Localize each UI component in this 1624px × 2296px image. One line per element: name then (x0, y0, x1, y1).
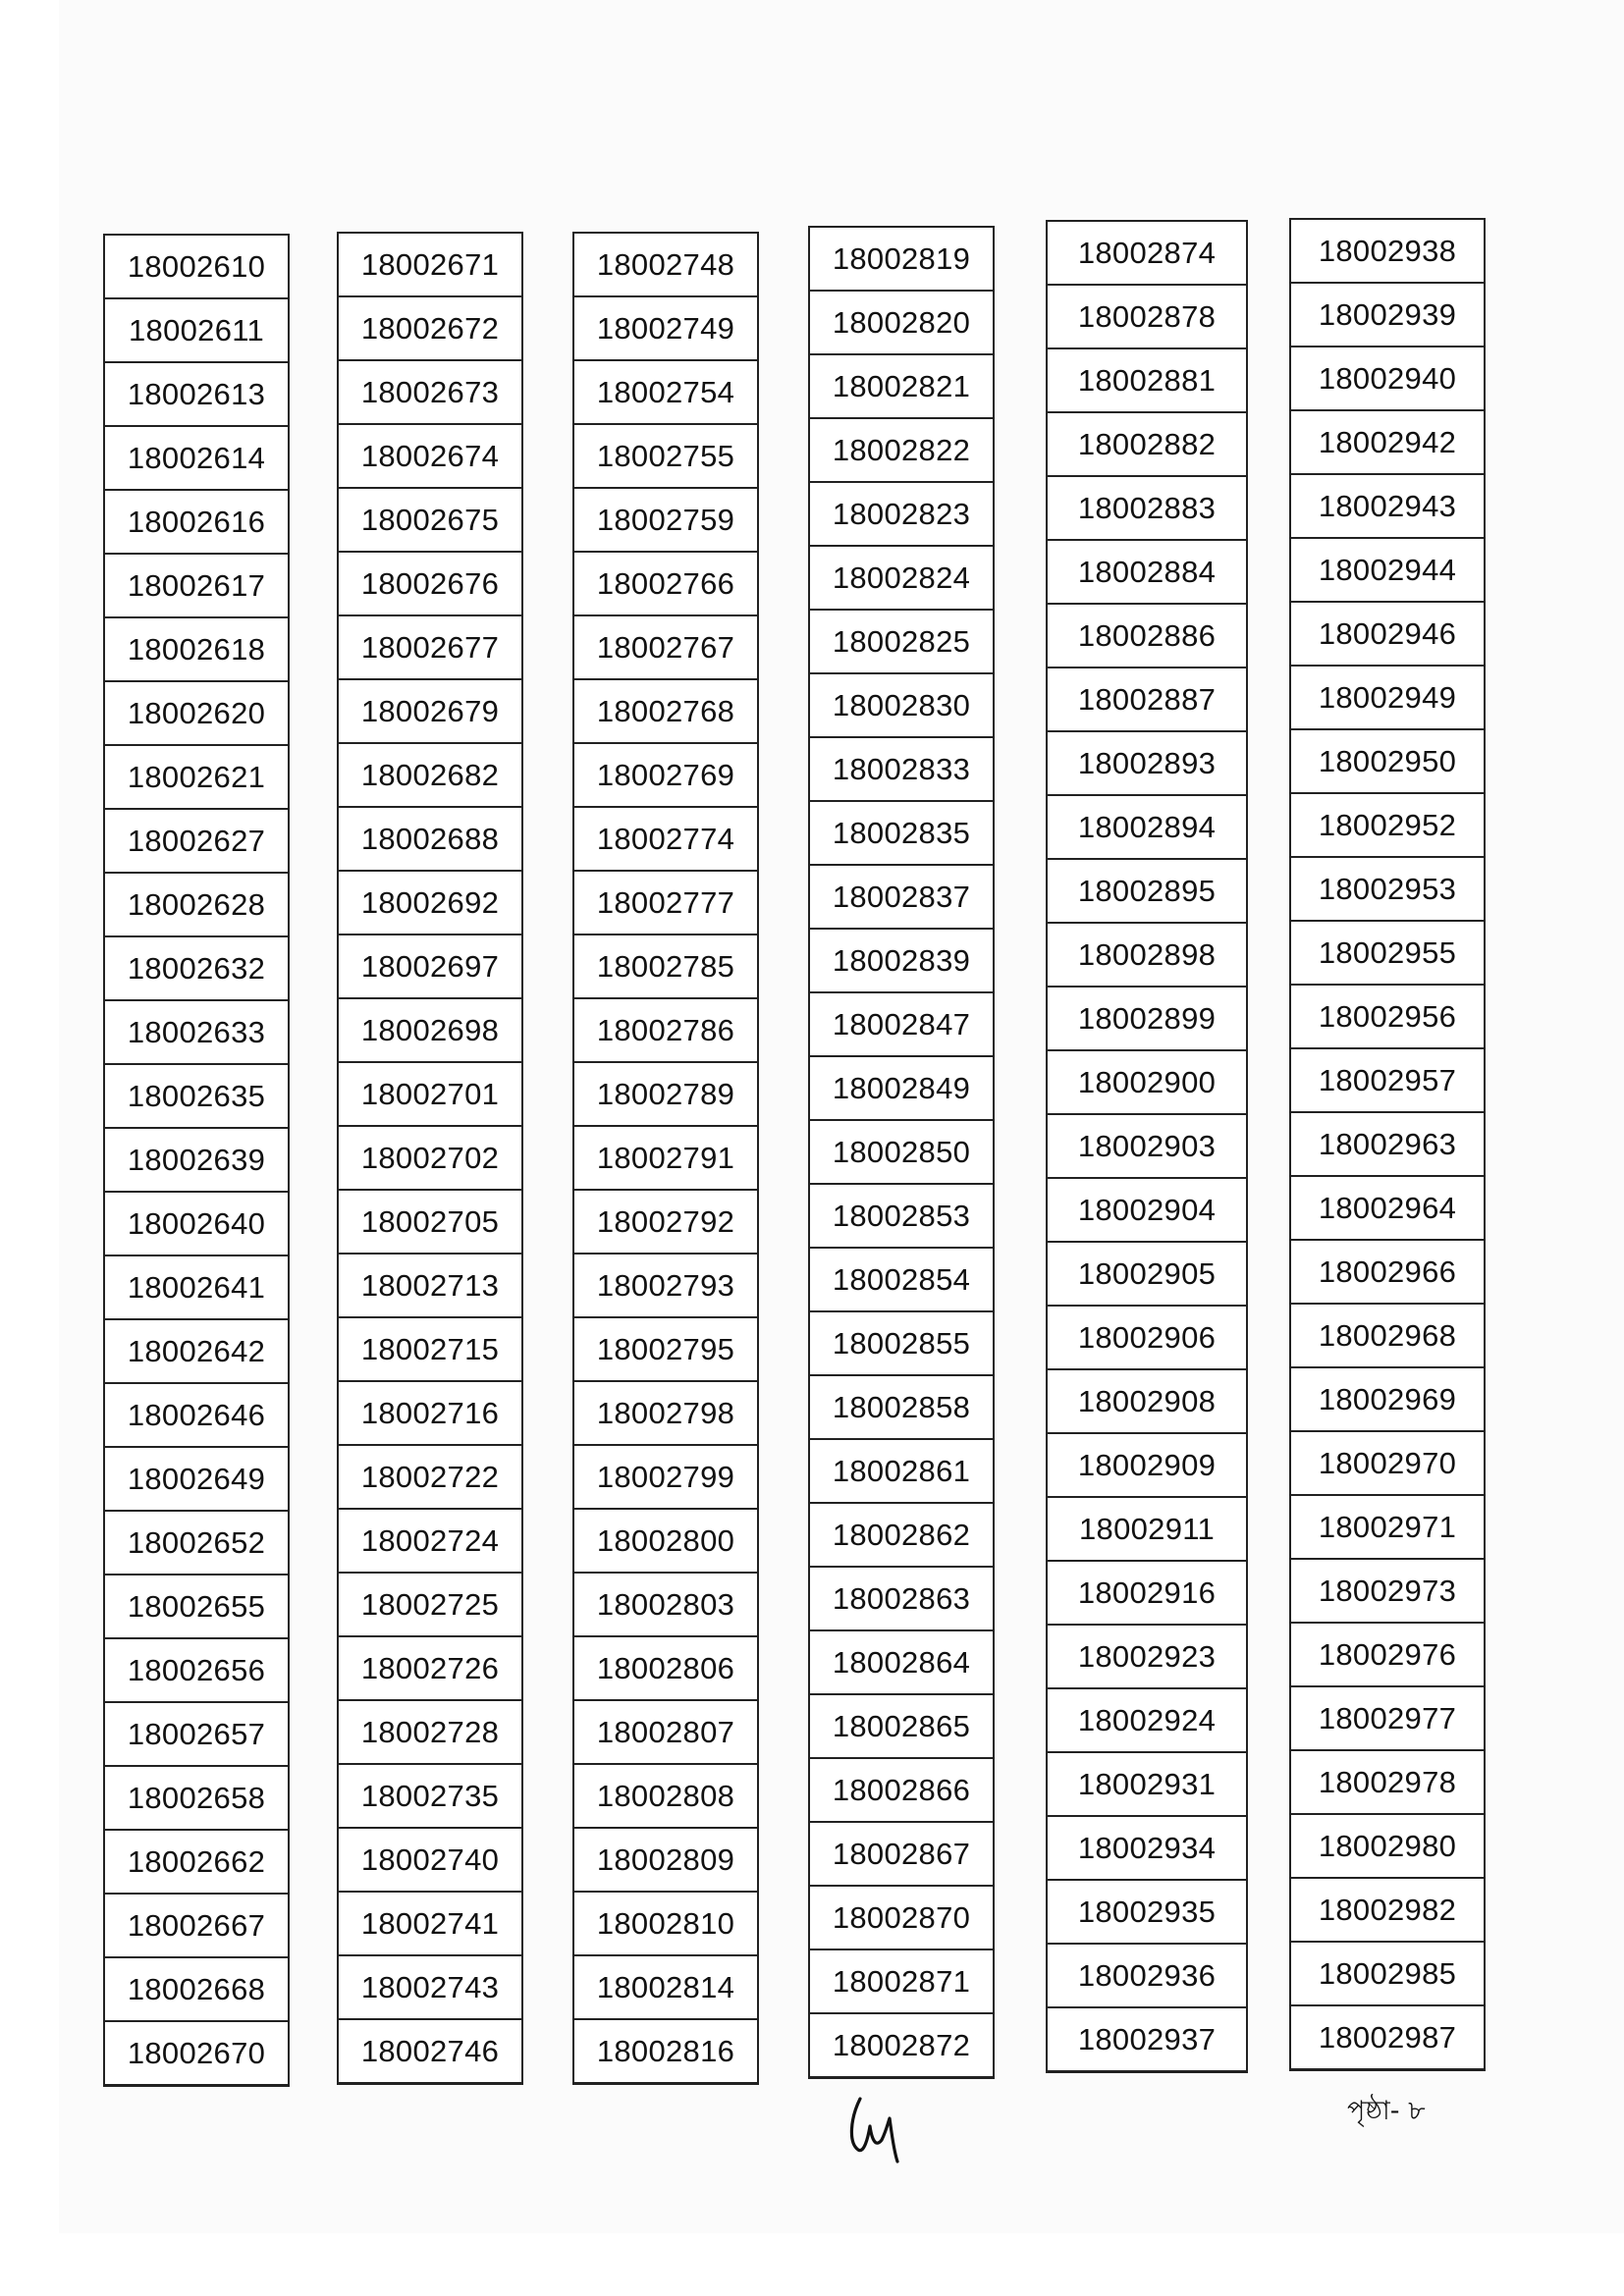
roll-number-cell: 18002785 (574, 935, 757, 999)
roll-number-cell: 18002916 (1048, 1562, 1246, 1626)
roll-number-cell: 18002938 (1291, 220, 1484, 284)
roll-number-cell: 18002971 (1291, 1496, 1484, 1560)
roll-number-cell: 18002866 (810, 1759, 993, 1823)
roll-number-cell: 18002820 (810, 292, 993, 355)
roll-number-cell: 18002658 (105, 1767, 288, 1831)
roll-number-cell: 18002895 (1048, 860, 1246, 924)
roll-number-cell: 18002955 (1291, 922, 1484, 986)
roll-number-cell: 18002985 (1291, 1943, 1484, 2006)
roll-number-cell: 18002676 (339, 553, 521, 616)
roll-number-cell: 18002905 (1048, 1243, 1246, 1307)
roll-number-cell: 18002618 (105, 618, 288, 682)
page-number: পৃষ্ঠা- ৮ (1347, 2096, 1426, 2126)
roll-number-cell: 18002884 (1048, 541, 1246, 605)
roll-number-cell: 18002973 (1291, 1560, 1484, 1624)
roll-number-cell: 18002864 (810, 1631, 993, 1695)
roll-number-cell: 18002830 (810, 674, 993, 738)
roll-number-cell: 18002656 (105, 1639, 288, 1703)
roll-number-cell: 18002657 (105, 1703, 288, 1767)
roll-number-cell: 18002862 (810, 1504, 993, 1568)
roll-number-cell: 18002716 (339, 1382, 521, 1446)
roll-number-cell: 18002786 (574, 999, 757, 1063)
roll-column-1 (103, 234, 290, 2087)
roll-number-cell: 18002688 (339, 808, 521, 872)
roll-number-cell: 18002735 (339, 1765, 521, 1829)
roll-number-cell: 18002740 (339, 1829, 521, 1893)
roll-number-cell: 18002900 (1048, 1051, 1246, 1115)
roll-number-cell: 18002789 (574, 1063, 757, 1127)
roll-number-cell: 18002611 (105, 299, 288, 363)
roll-number-cell: 18002850 (810, 1121, 993, 1185)
roll-number-cell: 18002923 (1048, 1626, 1246, 1689)
roll-number-cell: 18002822 (810, 419, 993, 483)
roll-number-cell: 18002943 (1291, 475, 1484, 539)
roll-number-cell: 18002715 (339, 1318, 521, 1382)
roll-number-cell: 18002713 (339, 1255, 521, 1318)
roll-number-cell: 18002668 (105, 1958, 288, 2022)
roll-number-cell: 18002724 (339, 1510, 521, 1574)
roll-number-cell: 18002766 (574, 553, 757, 616)
roll-number-cell: 18002969 (1291, 1368, 1484, 1432)
roll-number-cell: 18002835 (810, 802, 993, 866)
roll-number-cell: 18002909 (1048, 1434, 1246, 1498)
roll-number-cell: 18002853 (810, 1185, 993, 1249)
roll-number-cell: 18002674 (339, 425, 521, 489)
roll-number-cell: 18002899 (1048, 988, 1246, 1051)
roll-number-cell: 18002743 (339, 1956, 521, 2020)
roll-number-cell: 18002726 (339, 1637, 521, 1701)
roll-number-cell: 18002722 (339, 1446, 521, 1510)
roll-number-cell: 18002825 (810, 611, 993, 674)
roll-number-cell: 18002616 (105, 491, 288, 555)
roll-number-cell: 18002956 (1291, 986, 1484, 1049)
roll-number-cell: 18002964 (1291, 1177, 1484, 1241)
roll-number-cell: 18002908 (1048, 1370, 1246, 1434)
roll-number-cell: 18002768 (574, 680, 757, 744)
roll-number-cell: 18002935 (1048, 1881, 1246, 1945)
roll-number-cell: 18002957 (1291, 1049, 1484, 1113)
roll-number-cell: 18002849 (810, 1057, 993, 1121)
roll-number-cell: 18002911 (1048, 1498, 1246, 1562)
roll-column-4 (808, 226, 995, 2079)
roll-number-cell: 18002903 (1048, 1115, 1246, 1179)
roll-number-cell: 18002946 (1291, 603, 1484, 667)
roll-number-cell: 18002936 (1048, 1945, 1246, 2008)
roll-number-cell: 18002816 (574, 2020, 757, 2084)
roll-number-cell: 18002769 (574, 744, 757, 808)
roll-number-cell: 18002976 (1291, 1624, 1484, 1687)
roll-number-cell: 18002702 (339, 1127, 521, 1191)
roll-number-cell: 18002977 (1291, 1687, 1484, 1751)
roll-number-cell: 18002814 (574, 1956, 757, 2020)
roll-number-cell: 18002698 (339, 999, 521, 1063)
roll-number-cell: 18002767 (574, 616, 757, 680)
roll-number-cell: 18002872 (810, 2014, 993, 2078)
roll-number-cell: 18002748 (574, 234, 757, 297)
roll-number-cell: 18002754 (574, 361, 757, 425)
roll-number-cell: 18002823 (810, 483, 993, 547)
roll-number-cell: 18002649 (105, 1448, 288, 1512)
roll-column-6 (1289, 218, 1486, 2071)
roll-number-cell: 18002791 (574, 1127, 757, 1191)
roll-number-cell: 18002741 (339, 1893, 521, 1956)
roll-number-cell: 18002617 (105, 555, 288, 618)
roll-number-cell: 18002621 (105, 746, 288, 810)
roll-number-cell: 18002614 (105, 427, 288, 491)
roll-number-cell: 18002800 (574, 1510, 757, 1574)
roll-number-cell: 18002939 (1291, 284, 1484, 347)
roll-number-cell: 18002887 (1048, 668, 1246, 732)
roll-number-cell: 18002949 (1291, 667, 1484, 730)
roll-number-cell: 18002942 (1291, 411, 1484, 475)
roll-number-cell: 18002968 (1291, 1305, 1484, 1368)
roll-number-cell: 18002795 (574, 1318, 757, 1382)
roll-number-cell: 18002672 (339, 297, 521, 361)
roll-number-cell: 18002793 (574, 1255, 757, 1318)
roll-number-cell: 18002871 (810, 1950, 993, 2014)
roll-number-cell: 18002824 (810, 547, 993, 611)
roll-number-cell: 18002632 (105, 937, 288, 1001)
roll-number-cell: 18002987 (1291, 2006, 1484, 2070)
roll-number-cell: 18002633 (105, 1001, 288, 1065)
roll-number-cell: 18002798 (574, 1382, 757, 1446)
roll-number-cell: 18002679 (339, 680, 521, 744)
roll-number-cell: 18002950 (1291, 730, 1484, 794)
roll-number-cell: 18002861 (810, 1440, 993, 1504)
roll-number-cell: 18002952 (1291, 794, 1484, 858)
roll-number-cell: 18002934 (1048, 1817, 1246, 1881)
roll-number-cell: 18002904 (1048, 1179, 1246, 1243)
roll-number-cell: 18002627 (105, 810, 288, 874)
roll-column-2 (337, 232, 523, 2085)
signature-initials (842, 2089, 911, 2167)
roll-number-cell: 18002982 (1291, 1879, 1484, 1943)
roll-number-cell: 18002675 (339, 489, 521, 553)
roll-number-cell: 18002806 (574, 1637, 757, 1701)
roll-number-cell: 18002867 (810, 1823, 993, 1887)
roll-number-cell: 18002924 (1048, 1689, 1246, 1753)
roll-number-cell: 18002774 (574, 808, 757, 872)
roll-number-cell: 18002677 (339, 616, 521, 680)
roll-number-cell: 18002847 (810, 993, 993, 1057)
roll-number-cell: 18002893 (1048, 732, 1246, 796)
roll-number-cell: 18002886 (1048, 605, 1246, 668)
roll-number-cell: 18002865 (810, 1695, 993, 1759)
roll-number-cell: 18002808 (574, 1765, 757, 1829)
roll-number-cell: 18002671 (339, 234, 521, 297)
roll-number-cell: 18002642 (105, 1320, 288, 1384)
roll-number-cell: 18002697 (339, 935, 521, 999)
roll-number-cell: 18002749 (574, 297, 757, 361)
roll-number-cell: 18002809 (574, 1829, 757, 1893)
roll-number-cell: 18002963 (1291, 1113, 1484, 1177)
roll-number-cell: 18002819 (810, 228, 993, 292)
roll-number-cell: 18002898 (1048, 924, 1246, 988)
roll-number-cell: 18002944 (1291, 539, 1484, 603)
roll-number-cell: 18002931 (1048, 1753, 1246, 1817)
roll-number-cell: 18002746 (339, 2020, 521, 2084)
roll-number-cell: 18002640 (105, 1193, 288, 1256)
roll-number-cell: 18002937 (1048, 2008, 1246, 2072)
roll-number-cell: 18002652 (105, 1512, 288, 1575)
roll-number-cell: 18002673 (339, 361, 521, 425)
roll-number-cell: 18002863 (810, 1568, 993, 1631)
roll-number-cell: 18002792 (574, 1191, 757, 1255)
roll-number-cell: 18002799 (574, 1446, 757, 1510)
roll-number-cell: 18002894 (1048, 796, 1246, 860)
roll-number-cell: 18002854 (810, 1249, 993, 1312)
roll-column-5 (1046, 220, 1248, 2073)
roll-number-cell: 18002692 (339, 872, 521, 935)
roll-number-cell: 18002855 (810, 1312, 993, 1376)
roll-number-cell: 18002610 (105, 236, 288, 299)
roll-number-cell: 18002613 (105, 363, 288, 427)
roll-number-cell: 18002777 (574, 872, 757, 935)
roll-number-cell: 18002839 (810, 930, 993, 993)
roll-number-cell: 18002635 (105, 1065, 288, 1129)
roll-number-cell: 18002980 (1291, 1815, 1484, 1879)
roll-number-cell: 18002858 (810, 1376, 993, 1440)
roll-number-cell: 18002662 (105, 1831, 288, 1895)
roll-number-cell: 18002641 (105, 1256, 288, 1320)
roll-number-cell: 18002803 (574, 1574, 757, 1637)
roll-number-cell: 18002655 (105, 1575, 288, 1639)
roll-number-cell: 18002667 (105, 1895, 288, 1958)
roll-number-cell: 18002906 (1048, 1307, 1246, 1370)
roll-number-cell: 18002878 (1048, 286, 1246, 349)
roll-number-cell: 18002646 (105, 1384, 288, 1448)
roll-number-cell: 18002759 (574, 489, 757, 553)
roll-number-cell: 18002837 (810, 866, 993, 930)
roll-number-cell: 18002810 (574, 1893, 757, 1956)
roll-number-cell: 18002870 (810, 1887, 993, 1950)
roll-number-cell: 18002833 (810, 738, 993, 802)
roll-number-cell: 18002882 (1048, 413, 1246, 477)
roll-number-cell: 18002725 (339, 1574, 521, 1637)
roll-number-cell: 18002682 (339, 744, 521, 808)
roll-number-cell: 18002883 (1048, 477, 1246, 541)
roll-number-cell: 18002874 (1048, 222, 1246, 286)
roll-number-cell: 18002701 (339, 1063, 521, 1127)
roll-number-cell: 18002978 (1291, 1751, 1484, 1815)
roll-number-cell: 18002620 (105, 682, 288, 746)
roll-number-cell: 18002953 (1291, 858, 1484, 922)
roll-number-cell: 18002639 (105, 1129, 288, 1193)
roll-number-cell: 18002940 (1291, 347, 1484, 411)
roll-number-cell: 18002670 (105, 2022, 288, 2086)
roll-number-cell: 18002728 (339, 1701, 521, 1765)
roll-column-3 (572, 232, 759, 2085)
roll-number-cell: 18002970 (1291, 1432, 1484, 1496)
roll-number-cell: 18002755 (574, 425, 757, 489)
roll-number-cell: 18002705 (339, 1191, 521, 1255)
roll-number-cell: 18002966 (1291, 1241, 1484, 1305)
roll-number-cell: 18002807 (574, 1701, 757, 1765)
roll-number-cell: 18002881 (1048, 349, 1246, 413)
roll-number-cell: 18002628 (105, 874, 288, 937)
roll-number-cell: 18002821 (810, 355, 993, 419)
